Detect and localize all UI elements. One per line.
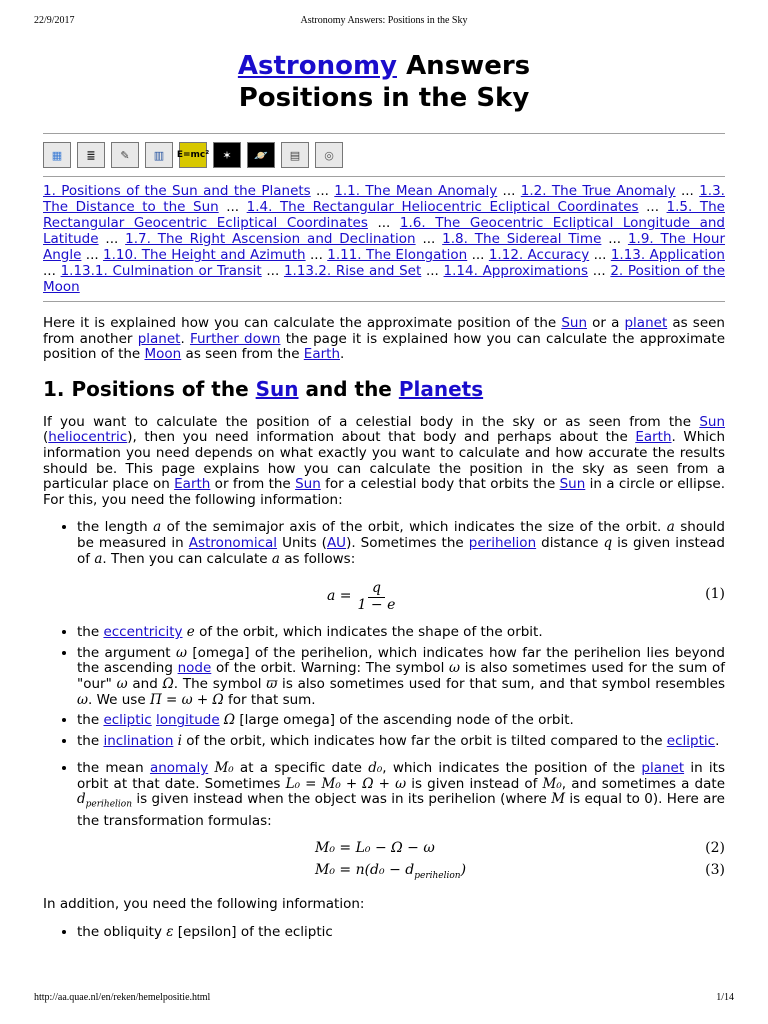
perihelion-link[interactable]: perihelion — [468, 534, 537, 551]
toc-link[interactable]: 1.3. The Distance to the Sun — [43, 183, 725, 215]
list-item: • the ecliptic longitude Ω [large omega] of the ascending node of the orbit. — [77, 713, 725, 729]
equation-3: $M_0 = n(d_0 - d_{perihelion})$ — [315, 862, 467, 882]
toc-link[interactable]: 1.13.2. Rise and Set — [283, 263, 422, 279]
print-title: Astronomy Answers: Positions in the Sky — [300, 15, 468, 26]
earth-link[interactable]: Earth — [174, 476, 211, 493]
toc-link[interactable]: 1.10. The Height and Azimuth — [103, 247, 306, 263]
equation-2: M₀ = L₀ − Ω − ω — [315, 840, 435, 857]
node-link[interactable]: node — [177, 660, 212, 677]
planets-link[interactable]: Planets — [398, 376, 484, 401]
stars-icon[interactable]: ✶ — [213, 142, 241, 168]
astronomy-link[interactable]: Astronomy — [237, 51, 397, 81]
longitude-link[interactable]: longitude — [156, 712, 220, 729]
planet-link[interactable]: planet — [137, 330, 181, 347]
sun-link[interactable]: Sun — [559, 476, 586, 493]
equation-1: a = $\frac{q}{1 - e}$ (1) — [327, 580, 725, 613]
sun-link[interactable]: Sun — [295, 476, 321, 493]
toc-link[interactable]: 1.7. The Right Ascension and Declination — [125, 231, 416, 247]
equation-number: (1) — [705, 586, 725, 603]
intro-paragraph: Here it is explained how you can calculate the approximate position of the Sun or a planet as seen from another planet. Further down the page it is explained how you can calculate the approximate position of the Moon as seen from the Earth. — [43, 315, 725, 363]
print-date: 22/9/2017 — [34, 15, 75, 26]
moon-link[interactable]: Moon — [144, 346, 182, 363]
list-item: • the length a of the semimajor axis of the orbit, which indicates the size of the orbit. a should be measured in Astronomical Units (AU). Sometimes the perihelion distance q is given instead of a. Then you can calculate a as follows: a = $\frac{q}{1 - e}$ (1) — [77, 520, 725, 615]
list-item: • the obliquity ε [epsilon] of the ecliptic — [77, 925, 725, 941]
sun-link[interactable]: Sun — [255, 376, 299, 401]
toc-link[interactable]: 1.13. Application — [610, 247, 725, 263]
inclination-link[interactable]: inclination — [103, 732, 174, 749]
heliocentric-link[interactable]: heliocentric — [48, 429, 128, 446]
formula-icon[interactable]: E=mc² — [179, 142, 207, 168]
list-item: • the eccentricity e of the orbit, which indicates the shape of the orbit. — [77, 625, 725, 641]
icon-bar — [43, 134, 725, 176]
toc-link[interactable]: 1.9. The Hour Angle — [43, 231, 725, 263]
clock-icon[interactable]: ◎ — [315, 142, 343, 168]
print-url: http://aa.quae.nl/en/reken/hemelpositie.html — [34, 992, 211, 1003]
planet-link[interactable]: planet — [641, 760, 685, 777]
equation-number: (3) — [705, 862, 725, 879]
list-item: • the mean anomaly M₀ at a specific date d₀, which indicates the position of the planet in its orbit at that date. Sometimes L₀ = M₀ + Ω + ω is given instead of M₀, and sometimes a date $d_{perihelion}$ is given instead when the object was in its perihelion (where M is equal to 0). Here are the transformation formulas: M₀ = L₀ − Ω − ω (2) $M_0 = n(d_0 - d_{perihelion})$ (3) — [77, 761, 725, 885]
toc-link[interactable]: 1.1. The Mean Anomaly — [334, 183, 498, 199]
earth-link[interactable]: Earth — [635, 429, 672, 446]
toc-link[interactable]: 1.13.1. Culmination or Transit — [60, 263, 262, 279]
toc-link[interactable]: 1. Positions of the Sun and the Planets — [43, 183, 311, 199]
astronomical-link[interactable]: Astronomical — [188, 534, 278, 551]
further-down-link[interactable]: Further down — [189, 330, 281, 347]
body-paragraph: If you want to calculate the position of a celestial body in the sky or as seen from the Sun (heliocentric), then you need information about that body and perhaps about the Earth. Which information you need depends on what exactly you want to calculate and how accurate the results should be. This page explains how you can calculate the position in the sky as seen from a particular place on Earth or from the Sun for a celestial body that orbits the Sun in a circle or ellipse. For this, you need the following information: — [43, 413, 726, 508]
sun-link[interactable]: Sun — [699, 413, 725, 430]
print-page-number: 1/14 — [716, 992, 734, 1003]
title-rest: Answers — [406, 51, 531, 81]
toc-link[interactable]: 2. Position of the Moon — [43, 263, 726, 295]
sun-link[interactable]: Sun — [561, 315, 588, 331]
blocks-icon[interactable]: ▦ — [43, 142, 71, 168]
toc-link[interactable]: 1.14. Approximations — [443, 263, 589, 279]
toc-link[interactable]: 1.8. The Sidereal Time — [442, 231, 602, 247]
grid-icon[interactable]: ▤ — [281, 142, 309, 168]
chart-icon[interactable]: ▥ — [145, 142, 173, 168]
toc-link[interactable]: 1.2. The True Anomaly — [520, 183, 676, 199]
au-link[interactable]: AU — [326, 534, 347, 551]
page-subtitle: Positions in the Sky — [238, 83, 530, 113]
section-heading: 1. Positions of the Sun and the Planets — [43, 376, 484, 401]
ecliptic-link[interactable]: ecliptic — [666, 732, 716, 749]
ecliptic-link[interactable]: ecliptic — [103, 712, 152, 729]
text-icon[interactable]: ≣ — [77, 142, 105, 168]
equation-number: (2) — [705, 840, 725, 857]
toc-link[interactable]: 1.4. The Rectangular Heliocentric Ecliptical Coordinates — [246, 199, 639, 215]
earth-link[interactable]: Earth — [303, 346, 340, 363]
info-list — [43, 925, 725, 941]
eccentricity-link[interactable]: eccentricity — [103, 624, 183, 641]
page-title — [43, 50, 725, 114]
table-of-contents: 1. Positions of the Sun and the Planets ... 1.1. The Mean Anomaly ... 1.2. The True Anomaly ... 1.3. The Distance to the Sun ... 1.4. The Rectangular Heliocentric Ecliptical Coordinates ... 1.5. The Rectangular Geocentric Ecliptical Coordinates ... 1.6. The Geocentric Ecliptical Longitude and Latitude ... 1.7. The Right Ascension and Declination ... 1.8. The Sidereal Time ... 1.9. The Hour Angle ... 1.10. The Height and Azimuth ... 1.11. The Elongation ... 1.12. Accuracy ... 1.13. Application ... 1.13.1. Culmination or Transit ... 1.13.2. Rise and Set ... 1.14. Approximations ... 2. Position of the Moon — [43, 183, 726, 295]
toc-link[interactable]: 1.5. The Rectangular Geocentric Ecliptical Coordinates — [43, 199, 725, 231]
toc-link[interactable]: 1.6. The Geocentric Ecliptical Longitude and Latitude — [43, 215, 725, 247]
info-list — [43, 520, 725, 885]
planet-link[interactable]: planet — [624, 315, 668, 331]
anomaly-link[interactable]: anomaly — [149, 760, 209, 777]
saturn-icon[interactable]: 🪐 — [247, 142, 275, 168]
notebook-icon[interactable]: ✎ — [111, 142, 139, 168]
equation-block — [77, 841, 725, 885]
page-content — [43, 50, 725, 941]
toc-link[interactable]: 1.12. Accuracy — [488, 247, 590, 263]
toc-link[interactable]: 1.11. The Elongation — [327, 247, 468, 263]
list-item: • the inclination i of the orbit, which indicates how far the orbit is tilted compared to the ecliptic. — [77, 734, 725, 750]
body-paragraph: In addition, you need the following information: — [43, 896, 365, 913]
list-item: • the argument ω [omega] of the perihelion, which indicates how far the perihelion lies beyond the ascending node of the orbit. Warning: The symbol ω is also sometimes used for the sum of "our" ω and Ω. The symbol ϖ is also sometimes used for that sum, and that symbol resembles ω. We use Π = ω + Ω for that sum. — [77, 646, 725, 708]
